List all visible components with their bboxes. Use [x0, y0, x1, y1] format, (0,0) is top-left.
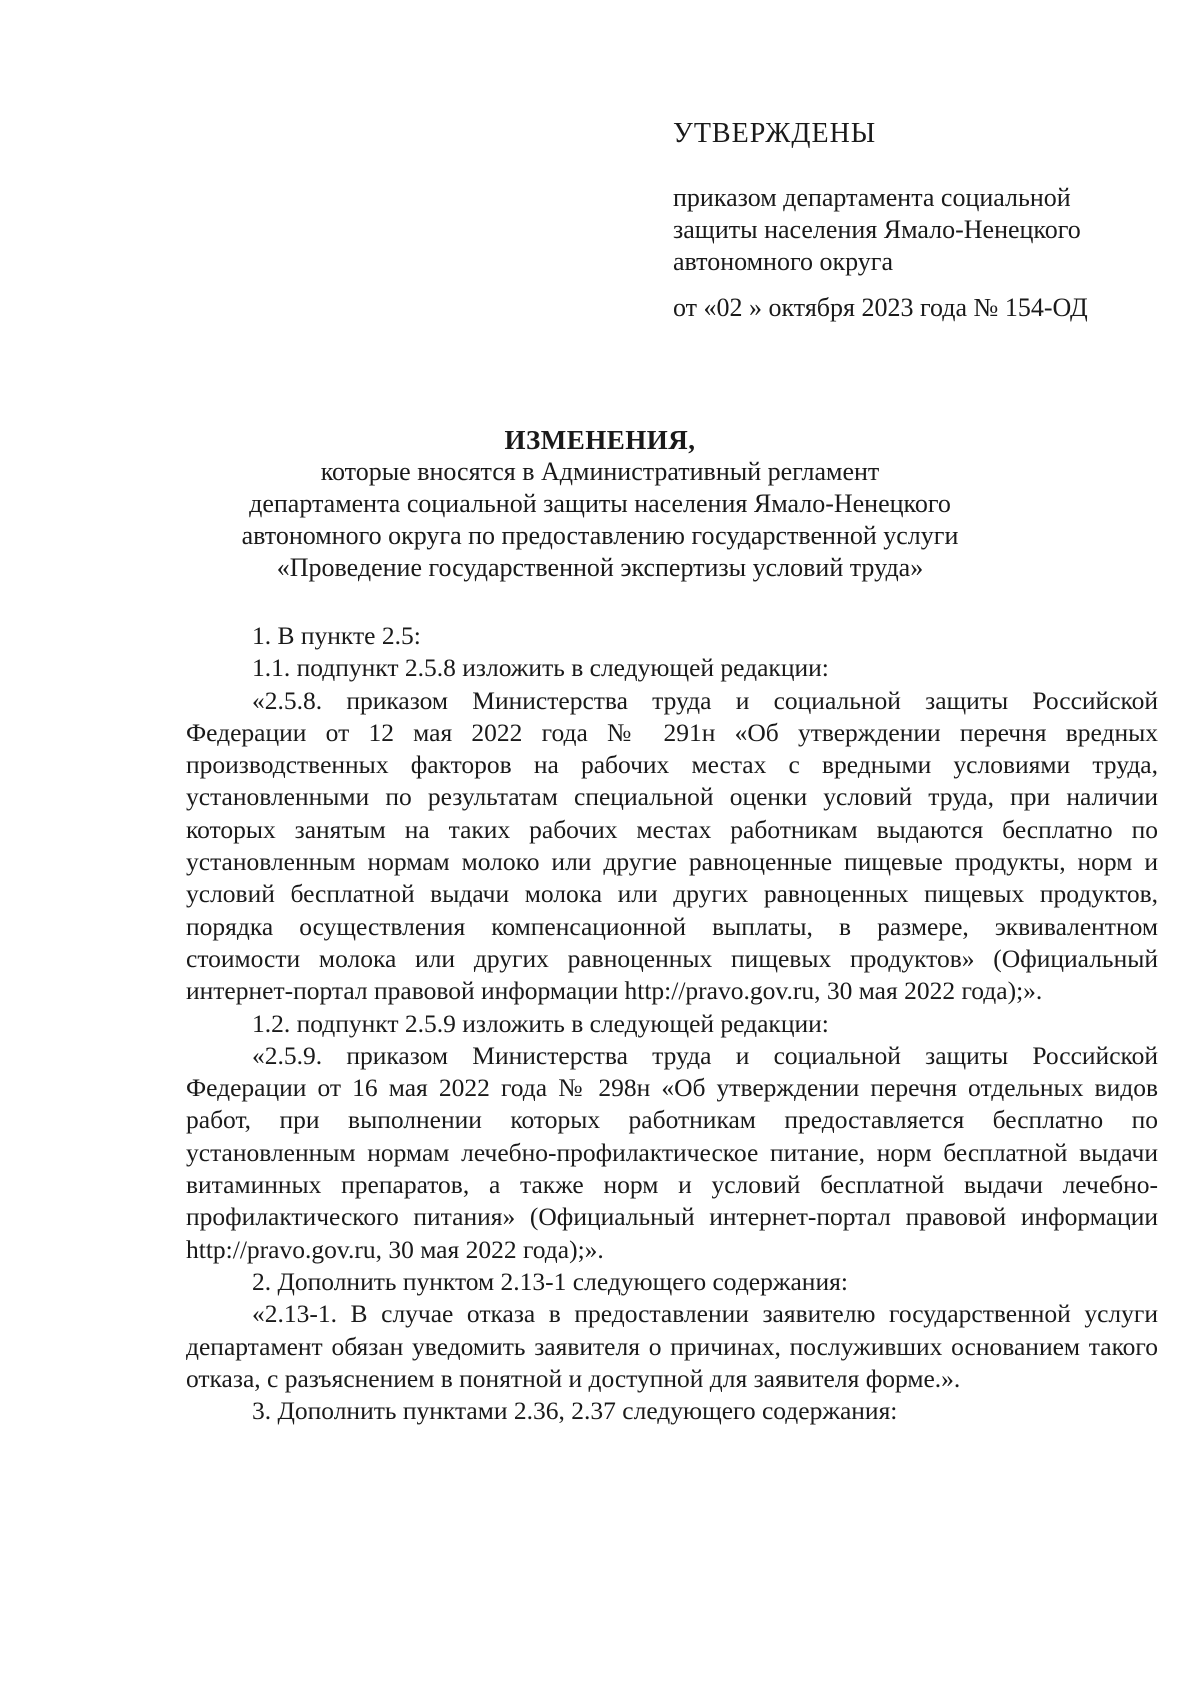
paragraph-item-1-1: 1.1. подпункт 2.5.8 изложить в следующей редакции: — [252, 653, 829, 683]
approval-order-line-3: автономного округа — [673, 247, 893, 276]
paragraph-item-3: 3. Дополнить пунктами 2.36, 2.37 следующего содержания: — [252, 1396, 898, 1426]
document-subtitle-line-2: департамента социальной защиты населения Ямало-Ненецкого — [249, 489, 951, 518]
approval-order-line-2: защиты населения Ямало-Ненецкого — [673, 215, 1081, 244]
paragraph-quote-2-13-1: «2.13-1. В случае отказа в предоставлении заявителю государственной услуги департамент обязан уведомить заявителя о причинах, послуживших основанием такого отказа, с разъяснением в понятной и доступной для заявителя форме.». — [186, 1299, 1158, 1393]
document-subtitle-line-1: которые вносятся в Административный регламент — [320, 457, 880, 486]
document-title: ИЗМЕНЕНИЯ, — [504, 425, 696, 455]
paragraph-item-1-2: 1.2. подпункт 2.5.9 изложить в следующей редакции: — [252, 1008, 829, 1038]
approval-stamp — [673, 118, 1153, 324]
paragraph-quote-2-5-9: «2.5.9. приказом Министерства труда и социальной защиты Российской Федерации от 16 мая 2022 года № 298н «Об утверждении перечня отдельных видов работ, при выполнении которых работникам предоставляется бесплатно по установленным нормам лечебно-профилактическое питание, норм бесплатной выдачи витаминных препаратов, а также норм и условий бесплатной выдачи лечебно-профилактического питания» (Официальный интернет-портал правовой информации http://pravo.gov.ru, 30 мая 2022 года);». — [186, 1040, 1158, 1264]
approval-order-line-1: приказом департамента социальной — [673, 183, 1071, 212]
document-subtitle-line-3: автономного округа по предоставлению государственной услуги — [241, 521, 959, 550]
document-title-block — [130, 424, 1070, 584]
approval-heading: УТВЕРЖДЕНЫ — [673, 118, 877, 149]
approval-date-line: от «02 » октября 2023 года № 154-ОД — [673, 293, 1088, 322]
document-subtitle-line-4: «Проведение государственной экспертизы условий труда» — [276, 553, 924, 582]
document-body — [186, 620, 1158, 1427]
paragraph-item-1: 1. В пункте 2.5: — [252, 621, 421, 650]
paragraph-quote-2-5-8: «2.5.8. приказом Министерства труда и социальной защиты Российской Федерации от 12 мая 2022 года № 291н «Об утверждении перечня вредных производственных факторов на рабочих местах с вредными условиями труда, установленными по результатам специальной оценки условий труда, при наличии которых занятым на таких рабочих местах работникам выдаются бесплатно по установленным нормам молоко или другие равноценные пищевые продукты, норм и условий бесплатной выдачи молока или других равноценных пищевых продуктов, порядка осуществления компенсационной выплаты, в размере, эквивалентном стоимости молока или других равноценных пищевых продуктов» (Официальный интернет-портал правовой информации http://pravo.gov.ru, 30 мая 2022 года);». — [186, 685, 1158, 1006]
paragraph-item-2: 2. Дополнить пунктом 2.13-1 следующего содержания: — [252, 1266, 848, 1296]
